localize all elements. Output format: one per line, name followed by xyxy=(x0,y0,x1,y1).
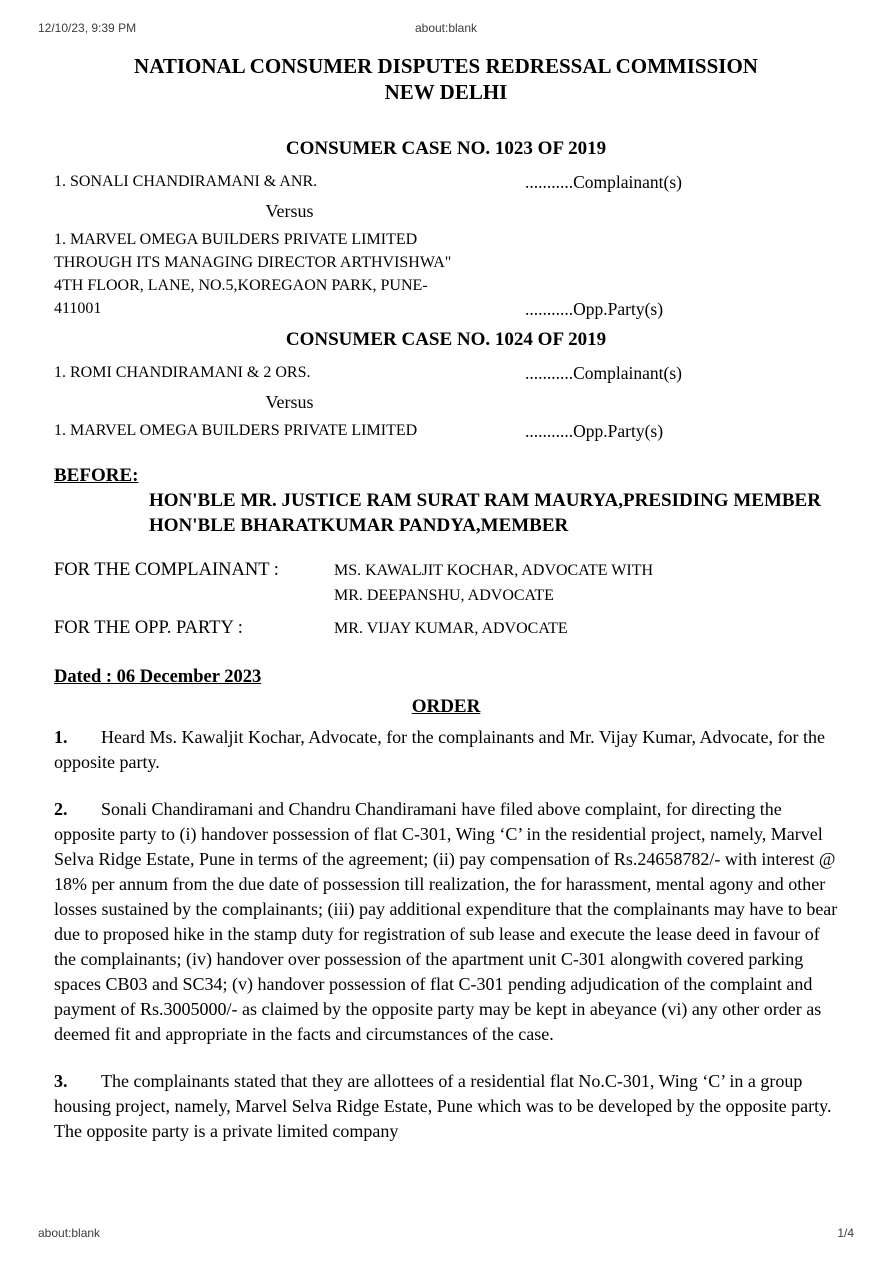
case2-complainant-label: ...........Complainant(s) xyxy=(525,363,682,383)
dated-line xyxy=(54,665,838,689)
document-title xyxy=(54,53,838,105)
footer-page-number: 1/4 xyxy=(837,1226,854,1240)
case1-opp-address-line: 4TH FLOOR, LANE, NO.5,KOREGAON PARK, PUNE- xyxy=(54,277,428,294)
dated-text: Dated : 06 December 2023 xyxy=(54,667,262,687)
print-page-title: about:blank xyxy=(414,21,478,35)
case1-opp-party-row xyxy=(54,229,838,320)
order-paragraph-3 xyxy=(54,1069,838,1144)
advocate-name: MS. KAWALJIT KOCHAR, ADVOCATE WITH xyxy=(334,562,654,579)
advocate-name: MR. DEEPANSHU, ADVOCATE xyxy=(334,587,554,604)
case2-complainant-row xyxy=(54,362,838,384)
case1-opp-party-label: ...........Opp.Party(s) xyxy=(525,299,664,319)
case2-versus-label: Versus xyxy=(265,392,314,412)
paragraph-number: 3. xyxy=(54,1071,68,1091)
opp-party-advocates xyxy=(334,616,838,641)
paragraph-number: 1. xyxy=(54,727,68,747)
case2-opp-party-row xyxy=(54,420,838,442)
print-header xyxy=(38,21,854,35)
appearance-complainant-row xyxy=(54,558,838,608)
bench-members xyxy=(54,488,838,538)
case1-opp-party-block xyxy=(54,229,525,320)
bench-member: HON'BLE BHARATKUMAR PANDYA,MEMBER xyxy=(149,515,569,536)
paragraph-text: Sonali Chandiramani and Chandru Chandiramani have filed above complaint, for directing the opposite party to (i) handover possession of flat C-301, Wing ‘C’ in the residential project, namely, Marvel Selva Ridge Estate, Pune in terms of the agreement; (ii) pay compensation of Rs.24658782/- with interest @ 18% per annum from the due date of possession till realization, the for harassment, mental agony and other losses sustained by the complainants; (iii) pay additional expenditure that the complainants may have to bear due to proposed hike in the stamp duty for registration of sub lease and execute the lease deed in favour of the complainants; (iv) handover over possession of the apartment unit C-301 alongwith covered parking spaces CB03 and SC34; (v) handover possession of flat C-301 pending adjudication of the complaint and payment of Rs.3005000/- as claimed by the opposite party may be kept in abeyance (vi) any other order as deemed fit and appropriate in the facts and circumstances of the case. xyxy=(54,799,838,1044)
case1-opp-address-line: 411001 xyxy=(54,300,102,317)
case-heading-1024: CONSUMER CASE NO. 1024 OF 2019 xyxy=(285,329,607,350)
appearance-opp-party-label: FOR THE OPP. PARTY : xyxy=(54,618,243,638)
order-heading xyxy=(54,695,838,719)
paragraph-number: 2. xyxy=(54,799,68,819)
paragraph-text: The complainants stated that they are allottees of a residential flat No.C-301, Wing ‘C’ in a group housing project, namely, Marvel Selva Ridge Estate, Pune which was to be developed by the opposite party. The opposite party is a private limited company xyxy=(54,1071,832,1141)
paragraph-text: Heard Ms. Kawaljit Kochar, Advocate, for the complainants and Mr. Vijay Kumar, Advocate, for the opposite party. xyxy=(54,727,825,772)
appearances-section xyxy=(54,558,838,641)
appearance-complainant-label: FOR THE COMPLAINANT : xyxy=(54,560,279,580)
appearance-opp-party-row xyxy=(54,616,838,641)
footer-source: about:blank xyxy=(38,1226,101,1240)
order-heading-text: ORDER xyxy=(411,696,481,717)
order-paragraph-2 xyxy=(54,797,838,1047)
case-heading-1023: CONSUMER CASE NO. 1023 OF 2019 xyxy=(285,138,607,159)
print-datetime: 12/10/23, 9:39 PM xyxy=(38,21,137,35)
print-footer xyxy=(38,1226,854,1240)
case2-opp-party-name: 1. MARVEL OMEGA BUILDERS PRIVATE LIMITED xyxy=(54,422,418,439)
order-paragraph-1 xyxy=(54,725,838,775)
complainant-advocates xyxy=(334,558,838,608)
case1-complainant-row xyxy=(54,171,838,193)
advocate-name: MR. VIJAY KUMAR, ADVOCATE xyxy=(334,620,568,637)
commission-name: NATIONAL CONSUMER DISPUTES REDRESSAL COMMISSION xyxy=(134,54,758,78)
case1-opp-party-name: 1. MARVEL OMEGA BUILDERS PRIVATE LIMITED xyxy=(54,231,418,248)
commission-location: NEW DELHI xyxy=(384,80,508,104)
case2-opp-party-label: ...........Opp.Party(s) xyxy=(525,421,664,441)
case2-complainant-name: 1. ROMI CHANDIRAMANI & 2 ORS. xyxy=(54,364,311,381)
bench-member: HON'BLE MR. JUSTICE RAM SURAT RAM MAURYA,PRESIDING MEMBER xyxy=(149,490,821,511)
before-label: BEFORE: xyxy=(54,465,139,486)
case1-complainant-name: 1. SONALI CHANDIRAMANI & ANR. xyxy=(54,173,318,190)
case1-complainant-label: ...........Complainant(s) xyxy=(525,172,682,192)
document-body xyxy=(0,53,892,1144)
case1-versus-label: Versus xyxy=(265,201,314,221)
case1-opp-address-line: THROUGH ITS MANAGING DIRECTOR ARTHVISHWA" xyxy=(54,254,452,271)
